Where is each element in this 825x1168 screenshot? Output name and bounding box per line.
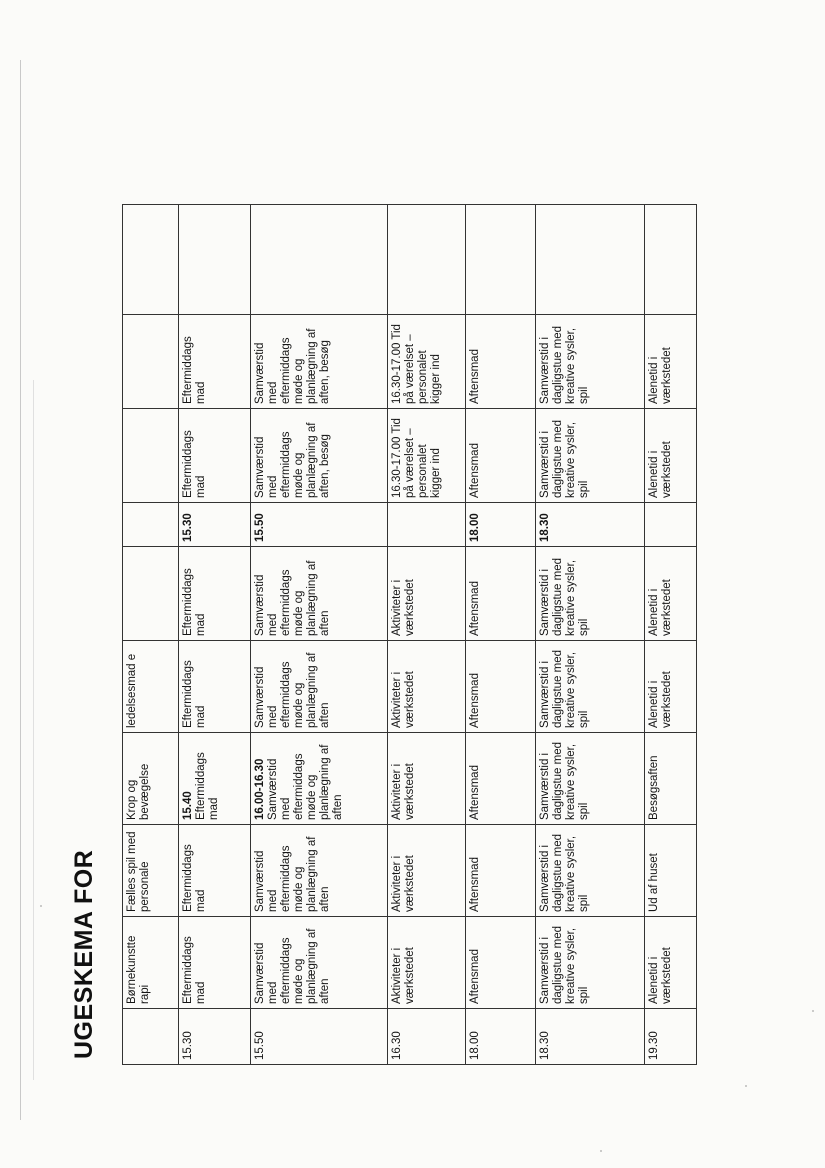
cell-time: 15.50 bbox=[253, 513, 266, 542]
cell-time: 18.30 bbox=[538, 513, 551, 542]
schedule-cell bbox=[535, 503, 645, 547]
cell-text: Aktiviteter i værkstedet bbox=[390, 763, 416, 820]
schedule-cell bbox=[535, 825, 645, 917]
cell-text: Samværstid med eftermiddags møde og planlægning af aften bbox=[253, 560, 331, 636]
cell-text: Eftermiddags mad bbox=[182, 568, 207, 636]
schedule-cell bbox=[645, 825, 697, 917]
schedule-cell bbox=[387, 825, 465, 917]
schedule-cell bbox=[250, 315, 387, 409]
schedule-cell bbox=[387, 733, 465, 825]
schedule-cell bbox=[535, 917, 645, 1009]
schedule-cell bbox=[535, 547, 645, 641]
scan-speck bbox=[812, 1010, 814, 1012]
schedule-cell bbox=[645, 547, 697, 641]
scan-speck bbox=[745, 1085, 747, 1087]
header-cell bbox=[123, 1009, 179, 1065]
schedule-cell bbox=[645, 409, 697, 503]
schedule-cell bbox=[645, 733, 697, 825]
schedule-cell bbox=[387, 315, 465, 409]
row-time: 16.30 bbox=[387, 1009, 465, 1065]
schedule-cell bbox=[466, 409, 536, 503]
schedule-cell bbox=[250, 825, 387, 917]
schedule-cell bbox=[250, 503, 387, 547]
document-title: UGESKEMA FOR bbox=[70, 849, 98, 1059]
schedule-cell bbox=[250, 733, 387, 825]
header-cell: Børnekunstte rapi bbox=[123, 917, 179, 1009]
schedule-cell bbox=[387, 917, 465, 1009]
cell-time: 15.30 bbox=[182, 513, 194, 542]
schedule-cell bbox=[250, 917, 387, 1009]
cell-text: Samværstid med eftermiddags møde og planlægning af aften, besøg bbox=[253, 328, 331, 404]
schedule-cell bbox=[179, 315, 251, 409]
schedule-cell bbox=[466, 547, 536, 641]
schedule-row bbox=[645, 205, 697, 1065]
schedule-cell bbox=[645, 641, 697, 733]
cell-text: Samværstid i dagligstue med kreative sysler, spil bbox=[538, 834, 590, 912]
cell-text: Samværstid i dagligstue med kreative sysler, spil bbox=[538, 926, 590, 1004]
cell-text: Samværstid med eftermiddags møde og planlægning af aften, besøg bbox=[253, 422, 331, 498]
cell-text: Alenetid i værkstedet bbox=[648, 671, 674, 728]
schedule-cell bbox=[535, 205, 645, 315]
schedule-cell bbox=[466, 733, 536, 825]
schedule-cell bbox=[535, 733, 645, 825]
cell-text: Aftensmad bbox=[469, 673, 482, 728]
schedule-cell bbox=[250, 409, 387, 503]
header-cell bbox=[123, 315, 179, 409]
scan-edge-line bbox=[20, 60, 21, 1120]
schedule-cell bbox=[645, 315, 697, 409]
cell-text: Aftensmad bbox=[469, 349, 482, 404]
schedule-cell bbox=[387, 409, 465, 503]
cell-text: Aktiviteter i værkstedet bbox=[390, 855, 416, 912]
schedule-cell bbox=[466, 917, 536, 1009]
schedule-cell bbox=[250, 205, 387, 315]
schedule-cell bbox=[179, 205, 251, 315]
cell-text: Eftermiddags mad bbox=[195, 752, 220, 820]
schedule-cell bbox=[645, 917, 697, 1009]
schedule-cell bbox=[466, 825, 536, 917]
schedule-cell bbox=[645, 205, 697, 315]
row-time: 19.30 bbox=[645, 1009, 697, 1065]
schedule-cell bbox=[179, 733, 251, 825]
cell-text: Alenetid i værkstedet bbox=[648, 347, 674, 404]
schedule-cell bbox=[466, 641, 536, 733]
cell-text: Alenetid i værkstedet bbox=[648, 441, 674, 498]
schedule-row bbox=[535, 205, 645, 1065]
schedule-cell bbox=[387, 503, 465, 547]
schedule-cell bbox=[179, 547, 251, 641]
schedule-cell bbox=[535, 641, 645, 733]
schedule-body bbox=[179, 205, 697, 1065]
cell-text: Eftermiddags mad bbox=[182, 336, 207, 404]
schedule-cell bbox=[466, 503, 536, 547]
header-cell bbox=[123, 409, 179, 503]
schedule-cell bbox=[179, 409, 251, 503]
header-row bbox=[123, 205, 179, 1065]
cell-text: Aftensmad bbox=[469, 949, 482, 1004]
row-time: 15.50 bbox=[250, 1009, 387, 1065]
weekly-schedule-table bbox=[122, 204, 697, 1065]
cell-time: 18.00 bbox=[469, 513, 482, 542]
cell-text: Aktiviteter i værkstedet bbox=[390, 947, 416, 1004]
cell-text: Samværstid i dagligstue med kreative sysler, spil bbox=[538, 650, 590, 728]
rotated-schedule-page bbox=[70, 205, 697, 1065]
schedule-cell bbox=[179, 917, 251, 1009]
cell-text: Eftermiddags mad bbox=[182, 936, 207, 1004]
row-time: 18.30 bbox=[535, 1009, 645, 1065]
schedule-row bbox=[466, 205, 536, 1065]
cell-text: Ud af huset bbox=[648, 853, 661, 912]
cell-text: Aftensmad bbox=[469, 443, 482, 498]
row-time: 15.30 bbox=[179, 1009, 251, 1065]
header-cell: Krop og bevægelse bbox=[123, 733, 179, 825]
cell-text: Samværstid i dagligstue med kreative sysler, spil bbox=[538, 326, 590, 404]
row-time: 18.00 bbox=[466, 1009, 536, 1065]
cell-text: Aktiviteter i værkstedet bbox=[390, 579, 416, 636]
header-cell: Fælles spil med personale bbox=[123, 825, 179, 917]
cell-text: Alenetid i værkstedet bbox=[648, 947, 674, 1004]
cell-time: 16.00-16.30 bbox=[253, 758, 266, 820]
schedule-cell bbox=[466, 315, 536, 409]
schedule-cell bbox=[645, 503, 697, 547]
cell-text: Eftermiddags mad bbox=[182, 844, 207, 912]
schedule-cell bbox=[535, 315, 645, 409]
cell-text: Samværstid i dagligstue med kreative sysler, spil bbox=[538, 742, 590, 820]
schedule-cell bbox=[179, 641, 251, 733]
scan-speck bbox=[40, 905, 42, 907]
schedule-cell bbox=[387, 641, 465, 733]
cell-text: Eftermiddags mad bbox=[182, 660, 207, 728]
schedule-cell bbox=[250, 547, 387, 641]
header-cell bbox=[123, 547, 179, 641]
cell-text: Alenetid i værkstedet bbox=[648, 579, 674, 636]
header-cell bbox=[123, 205, 179, 315]
cell-text: Besøgsaften bbox=[648, 755, 661, 820]
cell-text: Samværstid med eftermiddags møde og planlægning af aften bbox=[253, 652, 331, 728]
schedule-cell bbox=[179, 503, 251, 547]
cell-text: Aftensmad bbox=[469, 857, 482, 912]
cell-time: 15.40 bbox=[182, 791, 194, 820]
schedule-cell bbox=[179, 825, 251, 917]
schedule-cell bbox=[535, 409, 645, 503]
schedule-row bbox=[179, 205, 251, 1065]
schedule-row bbox=[387, 205, 465, 1065]
cell-text: Samværstid med eftermiddags møde og planlægning af aften bbox=[253, 928, 331, 1004]
cell-text: Aftensmad bbox=[469, 581, 482, 636]
header-cell: ledelsesmad e bbox=[123, 641, 179, 733]
header-cell bbox=[123, 503, 179, 547]
schedule-cell bbox=[387, 205, 465, 315]
cell-text: 16.30-17.00 Tid på værelset – personalet kigger ind bbox=[390, 418, 442, 498]
scan-edge-line bbox=[33, 380, 34, 1080]
cell-text: Aftensmad bbox=[469, 765, 482, 820]
scan-speck bbox=[600, 1150, 602, 1152]
cell-text: Samværstid i dagligstue med kreative sysler, spil bbox=[538, 420, 590, 498]
cell-text: Eftermiddags mad bbox=[182, 430, 207, 498]
cell-text: Samværstid med eftermiddags møde og planlægning af aften bbox=[253, 836, 331, 912]
cell-text: Aktiviteter i værkstedet bbox=[390, 671, 416, 728]
schedule-cell bbox=[387, 547, 465, 641]
cell-text: Samværstid med eftermiddags møde og planlægning af aften bbox=[266, 744, 344, 820]
schedule-cell bbox=[466, 205, 536, 315]
cell-text: Samværstid i dagligstue med kreative sysler, spil bbox=[538, 558, 590, 636]
cell-text: 16.30-17.00 Tid på værelset – personalet kigger ind bbox=[390, 324, 442, 404]
schedule-cell bbox=[250, 641, 387, 733]
schedule-row bbox=[250, 205, 387, 1065]
